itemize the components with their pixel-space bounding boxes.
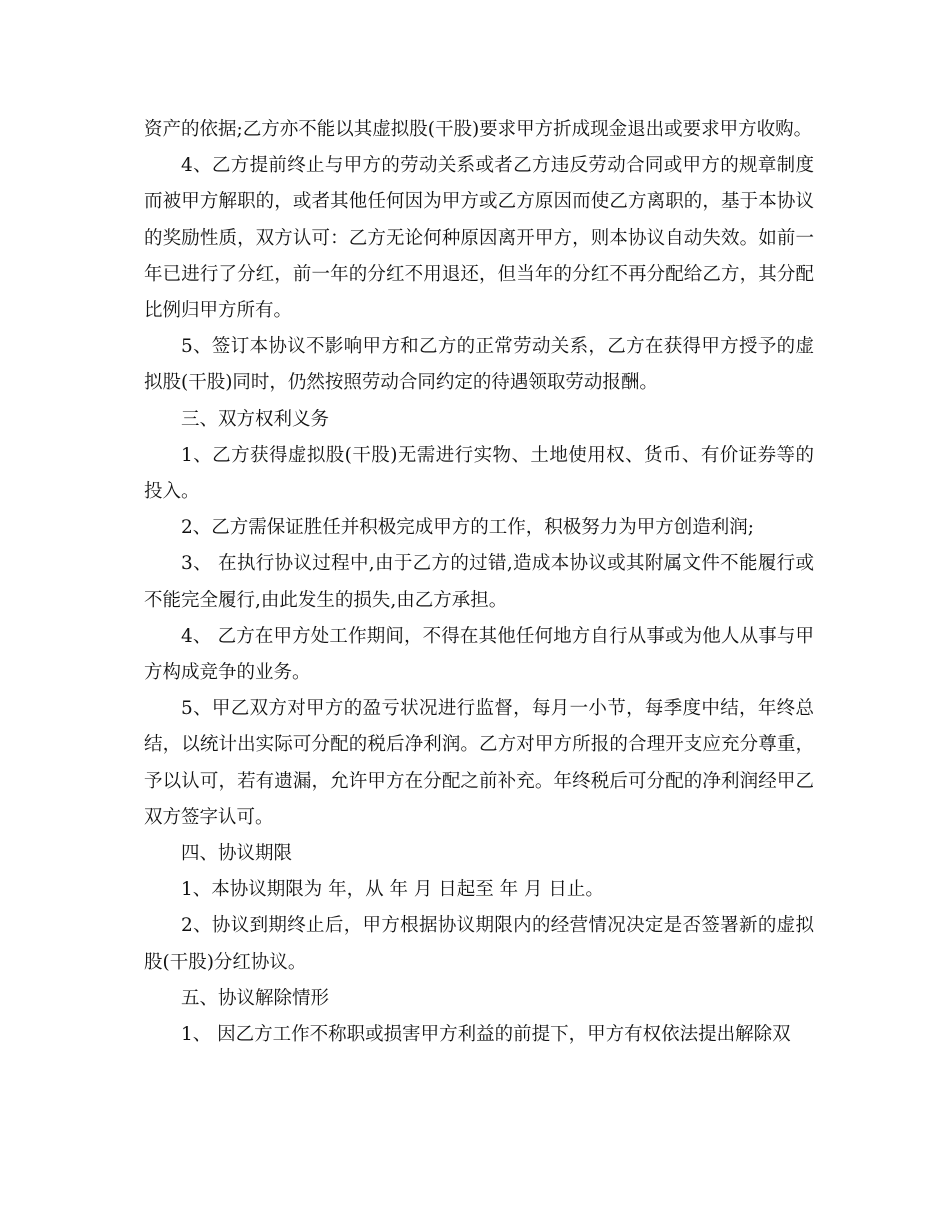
paragraph-section4-item1: 1、本协议期限为 年，从 年 月 日起至 年 月 日止。 — [181, 879, 604, 901]
paragraph-section3-item1: 1、乙方获得虚拟股(干股)无需进行实物、土地使用权、货币、有价证券等的投入。 — [144, 444, 814, 503]
paragraph-continuation: 资产的依据;乙方亦不能以其虚拟股(干股)要求甲方折成现金退出或要求甲方收购。 — [144, 119, 813, 140]
section-heading-rights-obligations: 三、双方权利义务 — [181, 408, 330, 430]
paragraph-section3-item5: 5、甲乙双方对甲方的盈亏状况进行监督，每月一小节，每季度中结，年终总结，以统计出实际可分配的税后净利润。乙方对甲方所报的合理开支应充分尊重，予以认可，若有遗漏，允许甲方在分配之前补充。年终税后可分配的净利润经甲乙双方签字认可。 — [144, 698, 814, 828]
section-heading-termination: 五、协议解除情形 — [181, 987, 330, 1009]
paragraph-section2-item5: 5、签订本协议不影响甲方和乙方的正常劳动关系，乙方在获得甲方授予的虚拟股(干股)同时，仍然按照劳动合同约定的待遇领取劳动报酬。 — [144, 336, 814, 394]
paragraph-section5-item1: 1、 因乙方工作不称职或损害甲方利益的前提下，甲方有权依法提出解除双 — [181, 1024, 791, 1046]
paragraph-section3-item2: 2、乙方需保证胜任并积极完成甲方的工作，积极努力为甲方创造利润; — [181, 517, 755, 539]
paragraph-section3-item3: 3、 在执行协议过程中,由于乙方的过错,造成本协议或其附属文件不能履行或不能完全履行,由此发生的损失,由乙方承担。 — [144, 553, 814, 611]
paragraph-section2-item4: 4、乙方提前终止与甲方的劳动关系或者乙方违反劳动合同或甲方的规章制度而被甲方解职的，或者其他任何因为甲方或乙方原因而使乙方离职的，基于本协议的奖励性质，双方认可：乙方无论何种原因离开甲方，则本协议自动失效。如前一年已进行了分红，前一年的分红不用退还，但当年的分红不再分配给乙方，其分配比例归甲方所有。 — [144, 155, 814, 322]
section-heading-agreement-term: 四、协议期限 — [181, 843, 293, 865]
paragraph-section4-item2: 2、协议到期终止后，甲方根据协议期限内的经营情况决定是否签署新的虚拟股(干股)分红协议。 — [144, 915, 814, 973]
paragraph-section3-item4: 4、 乙方在甲方处工作期间，不得在其他任何地方自行从事或为他人从事与甲方构成竞争的业务。 — [144, 625, 814, 684]
document-body — [144, 112, 814, 1053]
